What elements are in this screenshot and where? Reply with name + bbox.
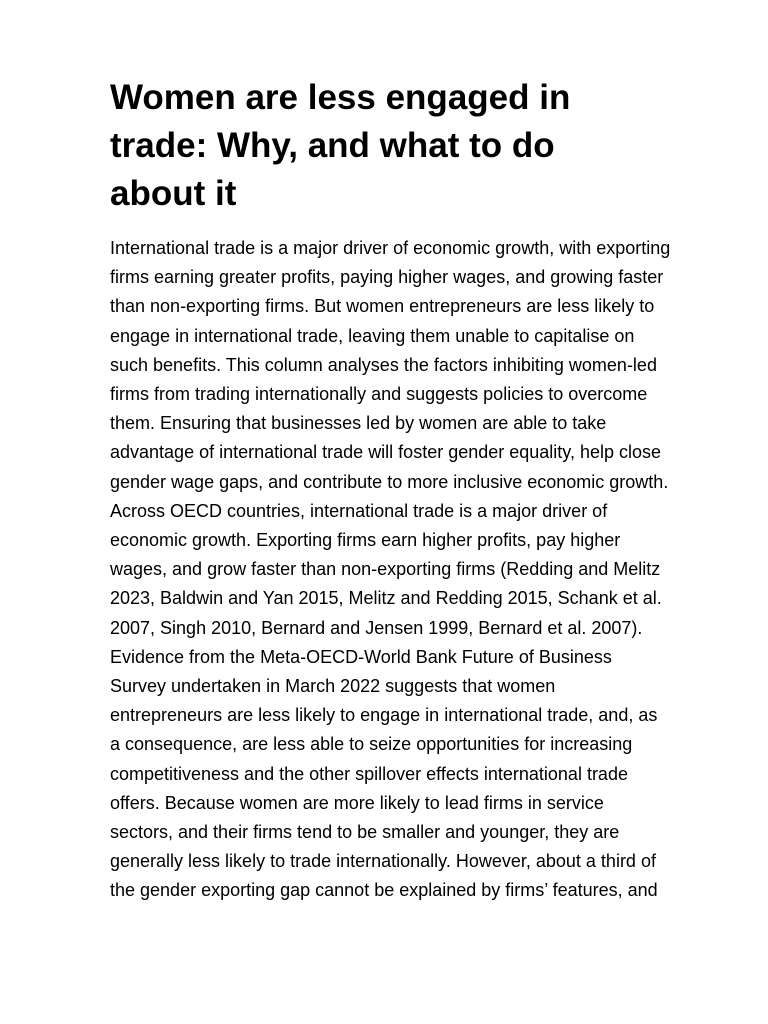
body-line: 2023, Baldwin and Yan 2015, Melitz and Redding 2015, Schank et al.	[110, 588, 662, 609]
body-line: generally less likely to trade internationally. However, about a third of	[110, 851, 656, 872]
title-line: about it	[110, 174, 237, 213]
title-line: trade: Why, and what to do	[110, 126, 555, 165]
body-line: a consequence, are less able to seize opportunities for increasing	[110, 734, 633, 755]
article-title	[110, 74, 720, 218]
body-line: sectors, and their firms tend to be smaller and younger, they are	[110, 822, 620, 843]
body-line: 2007, Singh 2010, Bernard and Jensen 1999, Bernard et al. 2007).	[110, 617, 643, 638]
body-line: Survey undertaken in March 2022 suggests that women	[110, 676, 556, 697]
body-line: wages, and grow faster than non-exporting firms (Redding and Melitz	[110, 559, 661, 580]
title-line: Women are less engaged in	[110, 78, 571, 117]
article-body	[110, 234, 730, 906]
body-line: them. Ensuring that businesses led by women are able to take	[110, 413, 607, 434]
body-line: advantage of international trade will foster gender equality, help close	[110, 442, 662, 463]
body-line: the gender exporting gap cannot be explained by firms’ features, and	[110, 880, 658, 901]
body-line: than non-exporting firms. But women entrepreneurs are less likely to	[110, 296, 655, 317]
body-line: firms from trading internationally and suggests policies to overcome	[110, 384, 648, 405]
body-line: such benefits. This column analyses the factors inhibiting women-led	[110, 354, 657, 375]
body-line: entrepreneurs are less likely to engage in international trade, and, as	[110, 705, 658, 726]
body-line: gender wage gaps, and contribute to more inclusive economic growth.	[110, 471, 669, 492]
body-line: economic growth. Exporting firms earn higher profits, pay higher	[110, 530, 621, 551]
body-line: International trade is a major driver of economic growth, with exporting	[110, 238, 671, 258]
body-line: competitiveness and the other spillover effects international trade	[110, 763, 628, 784]
body-line: offers. Because women are more likely to lead firms in service	[110, 792, 604, 813]
body-line: firms earning greater profits, paying higher wages, and growing faster	[110, 267, 664, 288]
body-line: engage in international trade, leaving them unable to capitalise on	[110, 325, 635, 346]
body-line: Across OECD countries, international trade is a major driver of	[110, 500, 608, 521]
body-line: Evidence from the Meta-OECD-World Bank Future of Business	[110, 646, 612, 667]
